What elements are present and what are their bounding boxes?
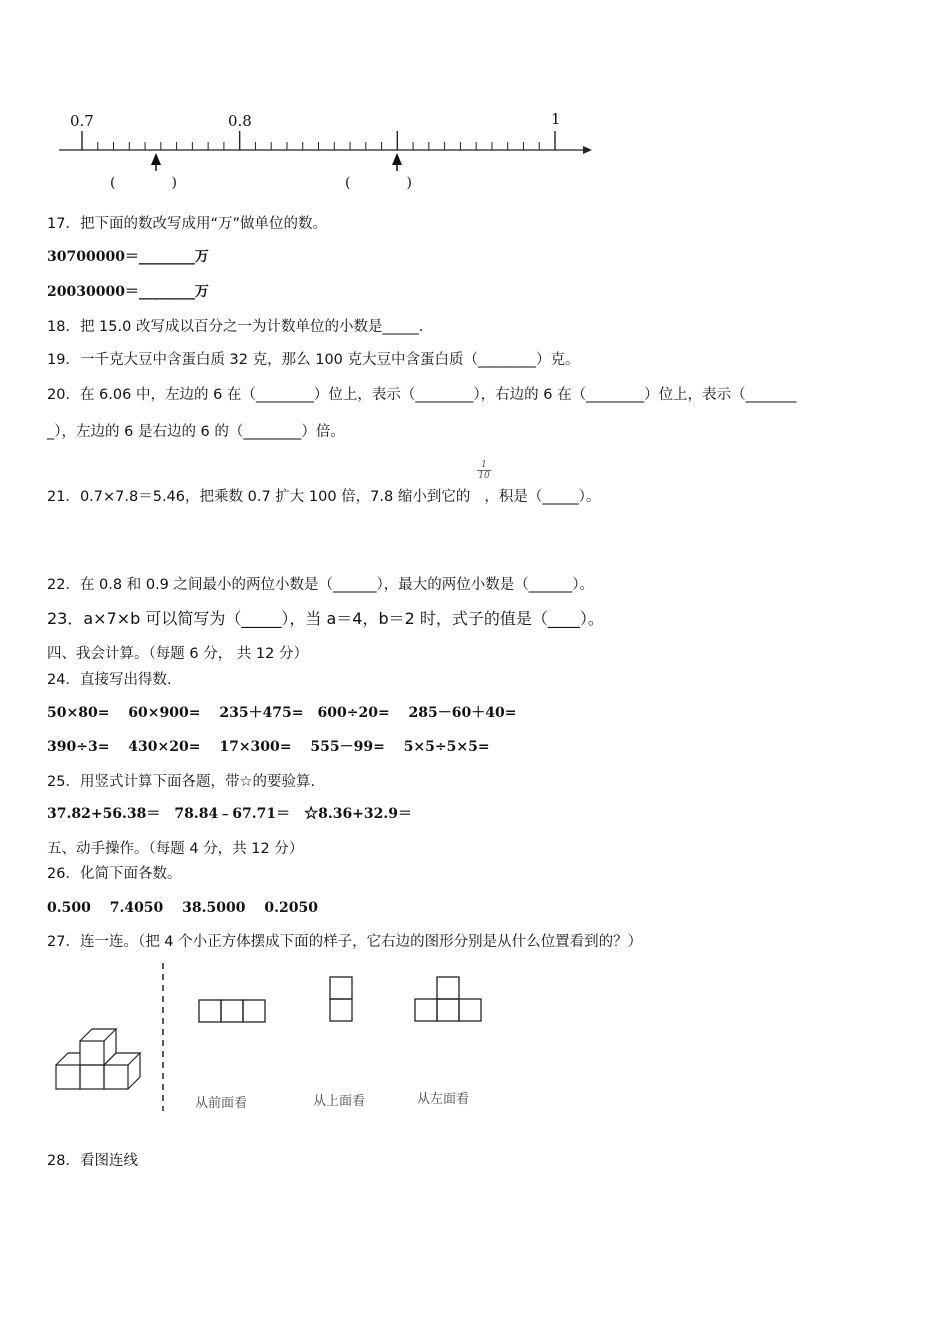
left-view-shape (413, 975, 483, 1023)
section-4-heading: 四、我会计算。（每题 6 分， 共 12 分） (47, 646, 308, 662)
number-line-label-0-7: 0.7 (70, 112, 94, 130)
question-20-line-1: 20．在 6.06 中，左边的 6 在（________）位上，表示（________），右边的 6 在（________）位上，表示（_______ (47, 387, 797, 403)
question-19: 19．一千克大豆中含蛋白质 32 克，那么 100 克大豆中含蛋白质（________）克。 (47, 352, 580, 368)
section-5-heading: 五、动手操作。（每题 4 分，共 12 分） (47, 841, 304, 857)
dashed-separator (158, 963, 168, 1111)
question-27-title: 27．连一连。（把 4 个小正方体摆成下面的样子，它右边的图形分别是从什么位置看到的？） (47, 934, 643, 950)
question-21-text: 21．0.7×7.8＝5.46，把乘数 0.7 扩大 100 倍，7.8 缩小到它的 (47, 489, 471, 505)
question-26-row: 0.500 7.4050 38.5000 0.2050 (47, 900, 318, 916)
question-18: 18．把 15.0 改写成以百分之一为计数单位的小数是_____. (47, 319, 424, 335)
question-20-line-2: _），左边的 6 是右边的 6 的（________）倍。 (47, 424, 345, 440)
question-22: 22．在 0.8 和 0.9 之间最小的两位小数是（______），最大的两位小数是（______）。 (47, 577, 595, 593)
label-front-view: 从前面看 (195, 1096, 248, 1111)
question-17-line-2: 20030000＝________万 (47, 284, 209, 300)
number-line-arrowhead (583, 146, 592, 154)
number-line-svg (55, 125, 595, 175)
question-26-title: 26．化简下面各数。 (47, 866, 182, 882)
question-24-row-1: 50×80= 60×900= 235＋475= 600÷20= 285－60＋40= (47, 705, 517, 721)
cube-stack-drawing (50, 1015, 155, 1095)
question-24-title: 24．直接写出得数. (47, 672, 172, 688)
label-top-view: 从上面看 (313, 1094, 366, 1109)
question-24-row-2: 390÷3= 430×20= 17×300= 555－99= 5×5÷5×5= (47, 739, 490, 755)
top-view-shape (328, 975, 354, 1023)
question-25-row: 37.82+56.38＝ 78.84﹣67.71＝ ☆8.36+32.9＝ (47, 806, 413, 822)
answer-blank-2[interactable]: ( ) (345, 175, 412, 191)
number-line-label-1: 1 (551, 110, 561, 128)
fraction-one-tenth (477, 460, 491, 481)
question-23: 23．a×7×b 可以简写为（_____），当 a＝4，b＝2 时，式子的值是（____）。 (47, 609, 604, 628)
question-17-title: 17．把下面的数改写成用“万”做单位的数。 (47, 216, 327, 232)
question-28-title: 28．看图连线 (47, 1153, 138, 1169)
question-21 (47, 485, 600, 506)
number-line-ticks (82, 131, 555, 150)
fraction-numerator: 1 (481, 460, 487, 470)
number-line-label-0-8: 0.8 (228, 112, 252, 130)
label-left-view: 从左面看 (417, 1092, 470, 1107)
question-25-title: 25．用竖式计算下面各题，带☆的要验算. (47, 774, 316, 790)
fraction-denominator: 10 (478, 471, 490, 481)
question-21-tail: ，积是（_____）。 (484, 489, 601, 505)
answer-blank-1[interactable]: ( ) (110, 175, 177, 191)
front-view-shape (197, 998, 267, 1024)
question-17-line-1: 30700000＝________万 (47, 249, 209, 265)
